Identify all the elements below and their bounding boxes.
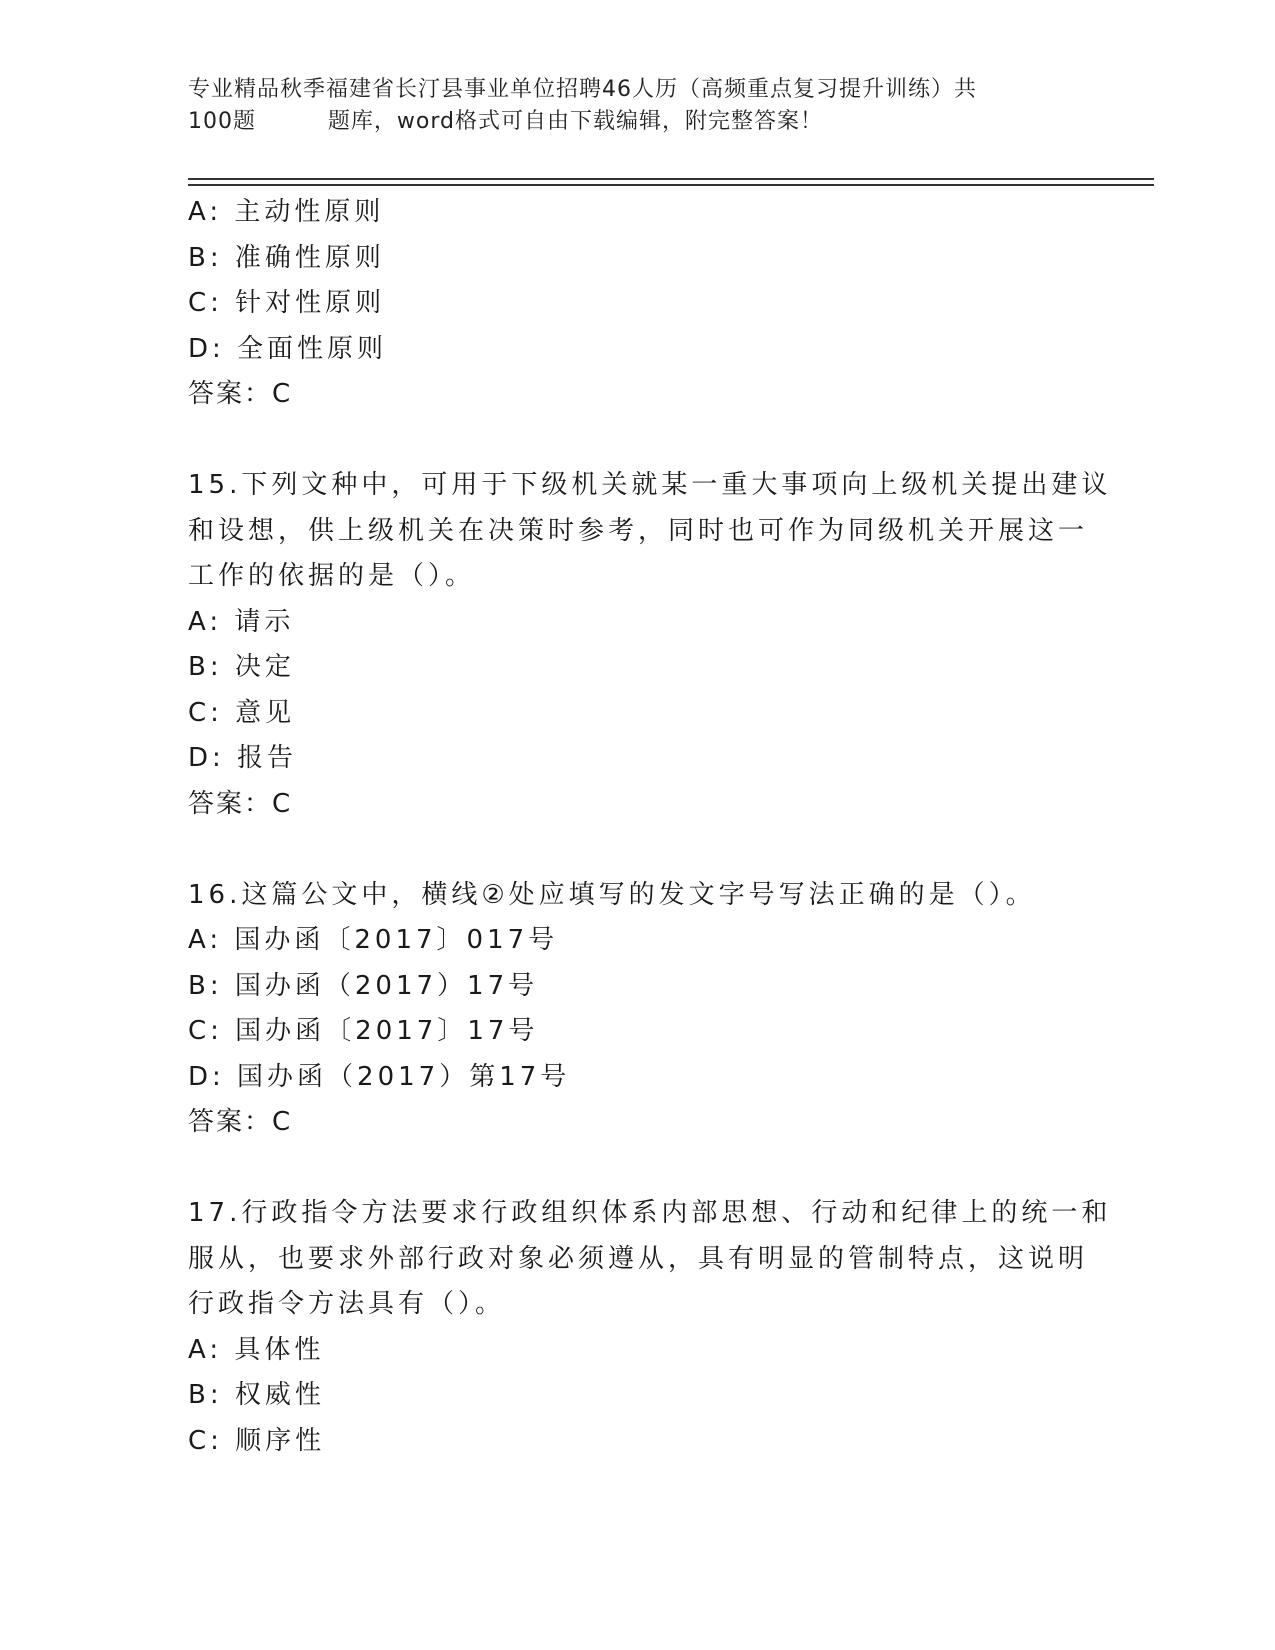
q16-stem-line-1: 16.这篇公文中，横线②处应填写的发文字号写法正确的是（）。 (188, 879, 1036, 910)
q15-option-d: D: 报告 (188, 743, 298, 773)
q16-option-b: B: 国办函（2017）17号 (188, 970, 539, 1001)
q15-answer: 答案：C (188, 788, 293, 819)
q15-option-b: B: 决定 (188, 652, 295, 682)
header-rule-top (188, 178, 1154, 180)
header-title-line-1: 专业精品秋季福建省长汀县事业单位招聘46人历（高频重点复习提升训练）共 (188, 77, 977, 102)
question-content (188, 190, 1112, 1464)
question-14 (188, 190, 1088, 418)
header-rule-bottom (188, 184, 1154, 186)
q15-stem-line-1: 15.下列文种中，可用于下级机关就某一重大事项向上级机关提出建议 (188, 470, 1112, 500)
q17-option-b: B: 权威性 (188, 1380, 325, 1410)
q14-option-b: B: 准确性原则 (188, 242, 385, 273)
spacer (188, 1146, 1088, 1192)
q15-stem-line-2: 和设想，供上级机关在决策时参考，同时也可作为同级机关开展这一 (188, 515, 1089, 546)
q14-option-d: D: 全面性原则 (188, 333, 388, 364)
q17-option-c: C: 顺序性 (188, 1425, 326, 1456)
q17-stem-line-3: 行政指令方法具有（）。 (188, 1289, 506, 1319)
question-17 (188, 1191, 1112, 1464)
question-15 (188, 463, 1112, 827)
q14-option-a: A: 主动性原则 (188, 197, 385, 227)
q15-stem-line-3: 工作的依据的是（）。 (188, 561, 476, 591)
q16-option-a: A: 国办函〔2017〕017号 (188, 925, 559, 955)
q14-answer: 答案：C (188, 379, 293, 409)
document-header (188, 74, 1088, 138)
q17-stem-line-2: 服从，也要求外部行政对象必须遵从，具有明显的管制特点，这说明 (188, 1243, 1089, 1274)
spacer (188, 418, 1088, 464)
q17-stem-line-1: 17.行政指令方法要求行政组织体系内部思想、行动和纪律上的统一和 (188, 1198, 1112, 1228)
q16-option-c: C: 国办函〔2017〕17号 (188, 1016, 539, 1046)
q15-option-c: C: 意见 (188, 697, 296, 728)
question-16 (188, 873, 1088, 1146)
q16-option-d: D: 国办函（2017）第17号 (188, 1061, 571, 1092)
spacer (188, 827, 1088, 873)
q17-option-a: A: 具体性 (188, 1334, 325, 1365)
q15-option-a: A: 请示 (188, 606, 295, 637)
header-title-line-2: 100题 题库，word格式可自由下载编辑，附完整答案！ (188, 109, 824, 134)
q14-option-c: C: 针对性原则 (188, 288, 386, 318)
q16-answer: 答案：C (188, 1107, 293, 1137)
